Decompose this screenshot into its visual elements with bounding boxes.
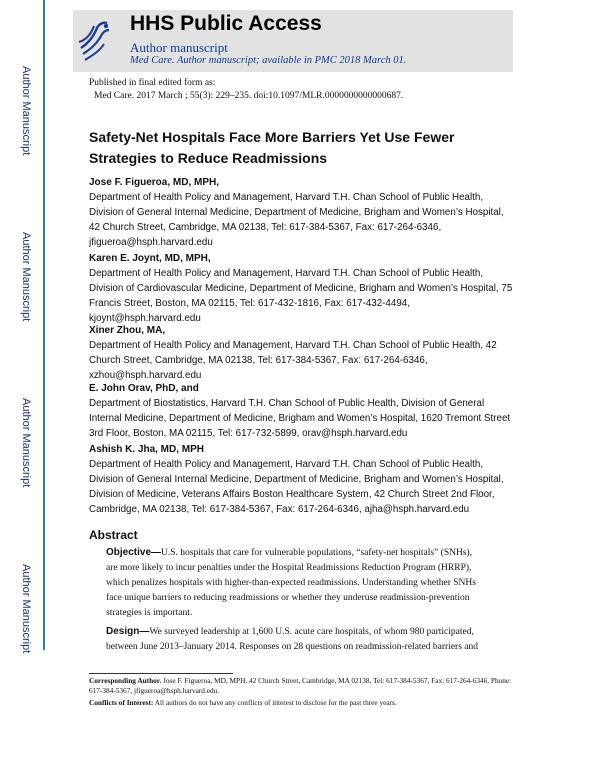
affiliation-line: Division of Medicine, Veterans Affairs Boston Healthcare System, 42 Church Street 2nd Floor, bbox=[89, 489, 495, 500]
affiliation-line: Department of Biostatistics, Harvard T.H. Chan School of Public Health, Division of General bbox=[89, 398, 485, 409]
author-name: Xiner Zhou, MA, bbox=[89, 325, 166, 336]
affiliation-line: Cambridge, MA 02138, Tel: 617-384-5367, Fax: 617-264-6346, ajha@hsph.harvard.edu bbox=[89, 504, 470, 515]
affiliation-line: Internal Medicine, Department of Medicine, Brigham and Women’s Hospital, 1620 Tremont Street bbox=[89, 413, 511, 424]
abstract-design bbox=[106, 624, 526, 655]
footnote-text: All authors do not have any conflicts of interest to disclose for the past three years. bbox=[153, 698, 397, 707]
affiliation-line: Department of Health Policy and Management, Harvard T.H. Chan School of Public Health, bbox=[89, 268, 484, 279]
corresponding-author-label: Corresponding Author. bbox=[89, 676, 162, 685]
author-name: Ashish K. Jha, MD, MPH bbox=[89, 444, 205, 455]
abstract-heading: Abstract bbox=[89, 528, 138, 542]
abstract-line bbox=[106, 624, 526, 640]
header-title: HHS Public Access bbox=[130, 12, 322, 35]
abstract-line bbox=[106, 545, 526, 561]
header-citation: Med Care. Author manuscript; available in PMC 2018 March 01. bbox=[130, 55, 407, 66]
abstract-line: are more likely to incur penalties under the Hospital Readmissions Reduction Program (HRRP), bbox=[106, 563, 472, 573]
author-block bbox=[89, 252, 529, 326]
objective-label: Objective— bbox=[106, 547, 162, 558]
conflicts-label: Conflicts of Interest: bbox=[89, 698, 154, 707]
affiliation-line: kjoynt@hsph.harvard.edu bbox=[89, 313, 201, 324]
sidebar-rule bbox=[43, 0, 45, 650]
author-block bbox=[89, 324, 529, 383]
sidebar-label: Author Manuscript bbox=[20, 232, 32, 322]
design-label: Design— bbox=[106, 626, 150, 637]
affiliation-line: 3rd Floor, Boston, MA 02115, Tel: 617-732-5899, orav@hsph.harvard.edu bbox=[89, 428, 408, 439]
affiliation-line: Department of Health Policy and Management, Harvard T.H. Chan School of Public Health, bbox=[89, 192, 484, 203]
affiliation-line: Department of Health Policy and Management, Harvard T.H. Chan School of Public Health, bbox=[89, 459, 484, 470]
abstract-line: face unique barriers to reducing readmissions or whether they underuse readmission-prevention bbox=[106, 593, 470, 603]
article-title-line: Strategies to Reduce Readmissions bbox=[89, 150, 328, 166]
article-title-line: Safety-Net Hospitals Face More Barriers Yet Use Fewer bbox=[89, 129, 455, 145]
header-subtitle: Author manuscript bbox=[130, 40, 228, 55]
footnotes bbox=[89, 676, 529, 708]
affiliation-line: Division of General Internal Medicine, Department of Medicine, Brigham and Women’s Hospital, bbox=[89, 474, 504, 485]
abstract-text: U.S. hospitals that care for vulnerable populations, “safety-net hospitals” (SNHs), bbox=[161, 548, 473, 558]
footnote-rule bbox=[89, 673, 233, 674]
footnote-line bbox=[89, 698, 529, 708]
abstract-text: We surveyed leadership at 1,600 U.S. acute care hospitals, of whom 980 participated, bbox=[149, 627, 474, 637]
author-block bbox=[89, 443, 529, 517]
author-name: E. John Orav, PhD, and bbox=[89, 383, 199, 394]
footnote-line bbox=[89, 676, 529, 686]
sidebar-label: Author Manuscript bbox=[20, 564, 32, 654]
affiliation-line: Francis Street, Boston, MA 02115, Tel: 617-432-1816, Fax: 617-432-4494, bbox=[89, 298, 410, 309]
affiliation-line: Division of General Internal Medicine, Department of Medicine, Brigham and Women’s Hospital, bbox=[89, 207, 504, 218]
article-title bbox=[89, 127, 529, 169]
affiliation-line: Division of Cardiovascular Medicine, Department of Medicine, Brigham and Women’s Hospital, 75 bbox=[89, 283, 513, 294]
abstract-line: which penalizes hospitals with higher-than-expected readmissions. Understanding whether SNHs bbox=[106, 578, 476, 588]
affiliation-line: jfigueroa@hsph.harvard.edu bbox=[89, 237, 213, 248]
affiliation-line: xzhou@hsph.harvard.edu bbox=[89, 370, 202, 381]
sidebar-label: Author Manuscript bbox=[20, 398, 32, 488]
affiliation-line: Church Street, Cambridge, MA 02138, Tel: 617-384-5367, Fax: 617-264-6346, bbox=[89, 355, 428, 366]
publication-citation: Med Care. 2017 March ; 55(3): 229–235. doi:10.1097/MLR.0000000000000687. bbox=[94, 91, 404, 101]
footnote-line: 617-384-5367, jfigueroa@hsph.harvard.edu. bbox=[89, 686, 220, 695]
abstract-line: strategies is important. bbox=[106, 608, 193, 618]
affiliation-line: Department of Health Policy and Management, Harvard T.H. Chan School of Public Health, 42 bbox=[89, 340, 497, 351]
author-name: Jose F. Figueroa, MD, MPH, bbox=[89, 177, 220, 188]
footnote-text: Jose F. Figueroa, MD, MPH, 42 Church Street, Cambridge, MA 02138, Tel: 617-384-5367, Fax: 617-264-6346, Phone: bbox=[161, 676, 512, 685]
abstract-objective bbox=[106, 545, 526, 621]
publication-note: Published in final edited form as: bbox=[89, 78, 216, 88]
sidebar-label: Author Manuscript bbox=[20, 66, 32, 156]
abstract-line: between June 2013–January 2014. Responses on 28 questions on readmission-related barriers and bbox=[106, 642, 478, 652]
author-block bbox=[89, 382, 529, 441]
affiliation-line: 42 Church Street, Cambridge, MA 02138, Tel: 617-384-5367, Fax: 617-264-6346, bbox=[89, 222, 442, 233]
hhs-eagle-logo-icon bbox=[77, 18, 111, 62]
author-block bbox=[89, 176, 529, 250]
author-name: Karen E. Joynt, MD, MPH, bbox=[89, 253, 211, 264]
